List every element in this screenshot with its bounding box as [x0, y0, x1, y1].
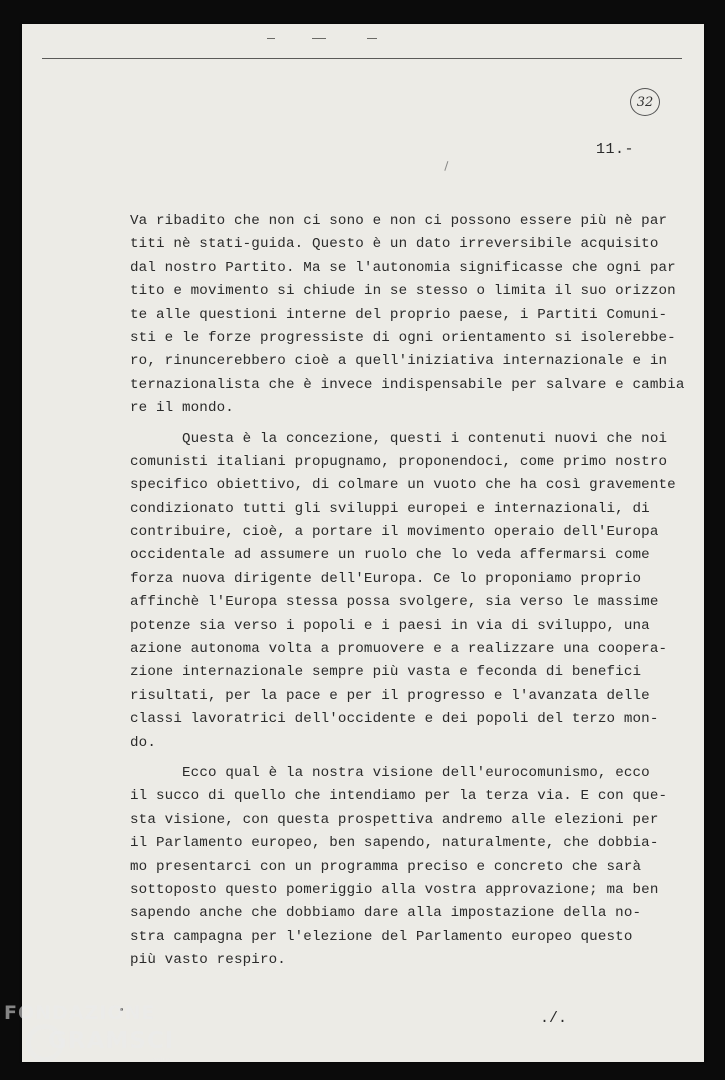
fondazione-gramsci-watermark	[4, 1000, 184, 1078]
text-line: ro, rinuncerebbero cioè a quell'iniziativa internazionale e in	[130, 353, 668, 370]
text-line: classi lavoratrici dell'occidente e dei popoli del terzo mon-	[130, 711, 659, 728]
text-line: comunisti italiani propugnamo, proponendoci, come primo nostro	[130, 453, 668, 470]
top-mark	[367, 38, 377, 39]
text-line: sti e le forze progressiste di ogni orientamento si isolerebbe-	[130, 329, 676, 346]
text-line: do.	[130, 734, 156, 751]
document-page	[22, 24, 704, 1062]
text-line: Va ribadito che non ci sono e non ci possono essere più nè par	[130, 213, 668, 229]
page-number: 11.-	[596, 141, 635, 158]
body-text	[130, 210, 690, 973]
pencil-mark	[439, 159, 449, 171]
text-line: stra campagna per l'elezione del Parlamento europeo questo	[130, 928, 633, 945]
top-mark	[312, 38, 326, 39]
text-line: il succo di quello che intendiamo per la terza via. E con que-	[130, 788, 668, 805]
text-line: titi nè stati-guida. Questo è un dato irreversibile acquisito	[130, 236, 659, 253]
text-line: specifico obiettivo, di colmare un vuoto che ha così gravemente	[130, 477, 676, 494]
text-line: potenze sia verso i popoli e i paesi in via di sviluppo, una	[130, 617, 650, 634]
text-line: Ecco qual è la nostra visione dell'eurocomunismo, ecco	[182, 764, 650, 781]
text-line: mo presentarci con un programma preciso e concreto che sarà	[130, 858, 642, 875]
text-line: condizionato tutti gli sviluppi europei e internazionali, di	[130, 500, 650, 517]
text-line: azione autonoma volta a promuovere e a realizzare una coopera-	[130, 641, 668, 658]
text-line: sapendo anche che dobbiamo dare alla impostazione della no-	[130, 905, 642, 922]
paragraph	[130, 428, 690, 755]
text-line: occidentale ad assumere un ruolo che lo veda affermarsi come	[130, 547, 650, 564]
top-rule	[42, 58, 682, 59]
text-line: affinchè l'Europa stessa possa svolgere, sia verso le massime	[130, 594, 659, 611]
text-line: re il mondo.	[130, 400, 234, 417]
text-line: ternazionalista che è invece indispensabile per salvare e cambia	[130, 376, 685, 393]
text-line: tito e movimento si chiude in se stesso o limita il suo orizzon	[130, 283, 676, 300]
text-line: più vasto respiro.	[130, 952, 286, 969]
archive-number-stamp	[630, 88, 660, 116]
text-line: te alle questioni interne del proprio paese, i Partiti Comuni-	[130, 306, 668, 323]
text-line: dal nostro Partito. Ma se l'autonomia significasse che ogni par	[130, 259, 676, 276]
watermark-line1: FONDAZIONE	[4, 1002, 156, 1024]
watermark-line2: GRAMSCI	[48, 1028, 175, 1054]
text-line: contribuire, cioè, a portare il movimento operaio dell'Europa	[130, 524, 659, 541]
text-line: zione internazionale sempre più vasta e feconda di benefici	[130, 664, 642, 681]
top-mark	[267, 38, 275, 39]
text-line: sottoposto questo pomeriggio alla vostra approvazione; ma ben	[130, 881, 659, 898]
continuation-mark: ./.	[540, 1010, 568, 1027]
text-line: Questa è la concezione, questi i contenuti nuovi che noi	[182, 430, 668, 447]
watermark-suffix: onlus	[152, 1056, 171, 1064]
text-line: risultati, per la pace e per il progresso e l'avanzata delle	[130, 687, 650, 704]
text-line: il Parlamento europeo, ben sapendo, naturalmente, che dobbia-	[130, 835, 659, 852]
text-line: sta visione, con questa prospettiva andremo alle elezioni per	[130, 811, 659, 828]
text-line: forza nuova dirigente dell'Europa. Ce lo proponiamo proprio	[130, 570, 642, 587]
paragraph	[130, 762, 690, 973]
archive-number: 32	[636, 94, 654, 110]
paragraph	[130, 210, 690, 421]
